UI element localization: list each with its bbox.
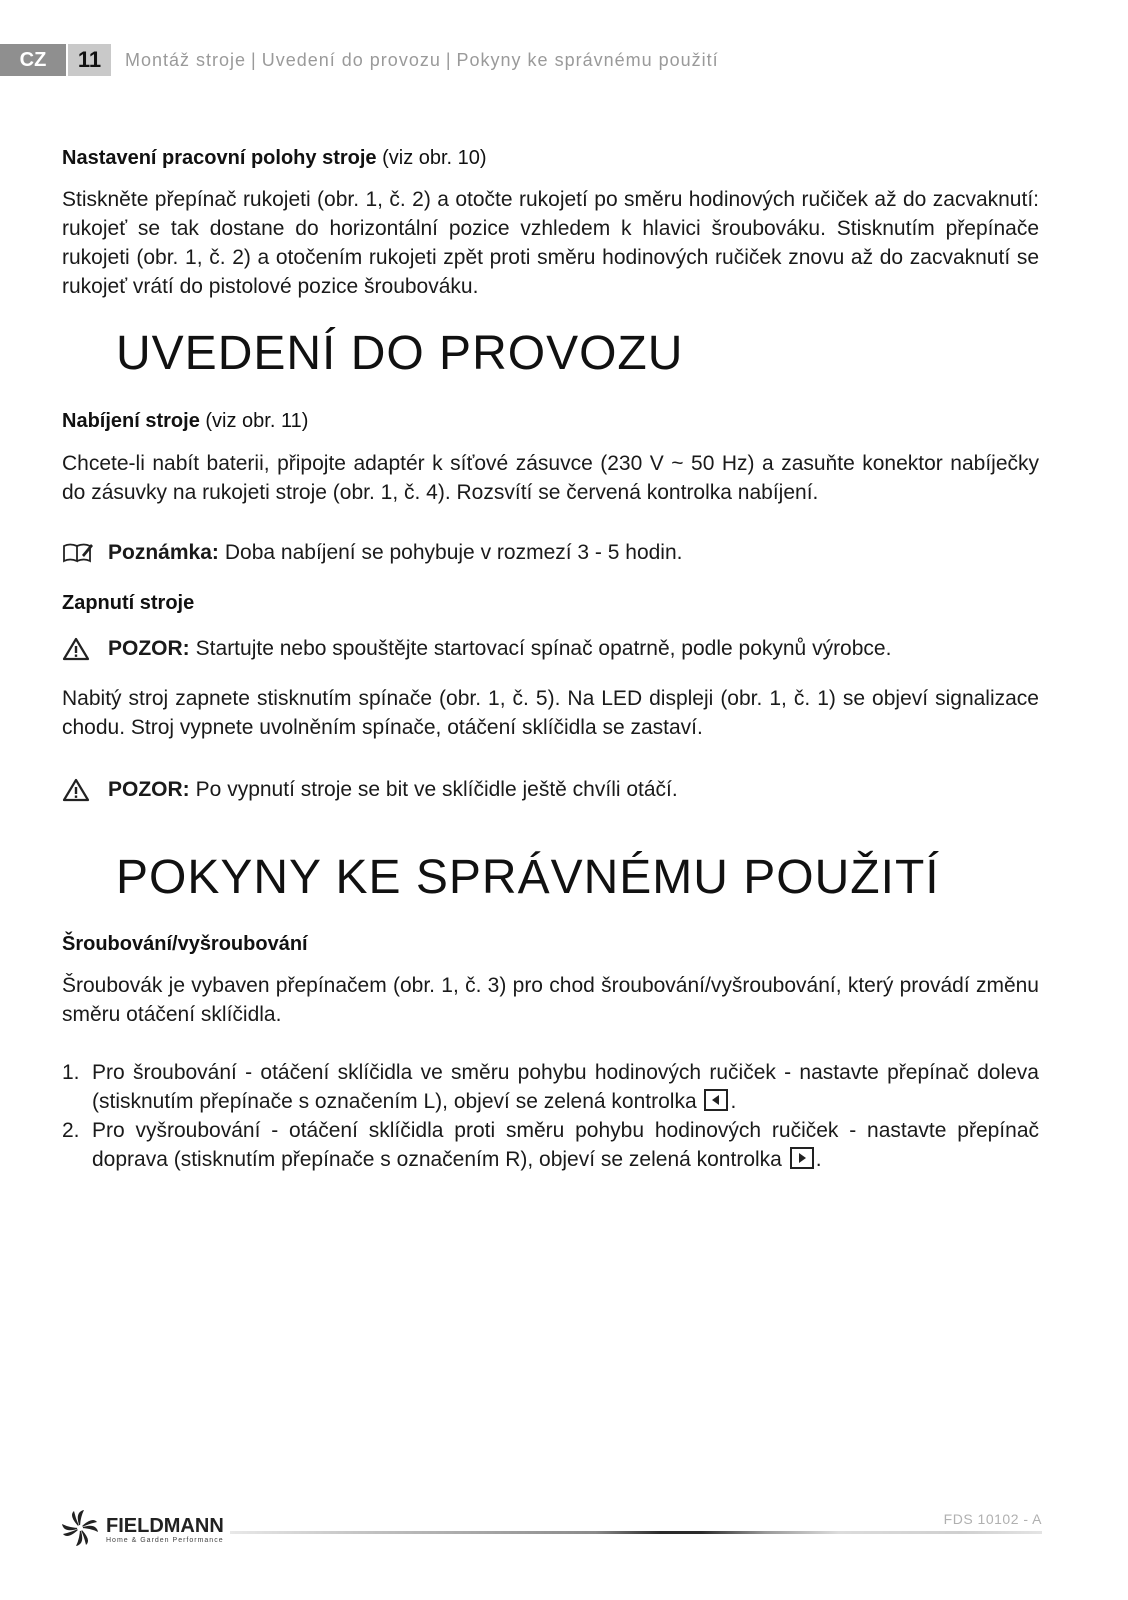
document-code: FDS 10102 - A	[943, 1511, 1042, 1527]
usage-title: POKYNY KE SPRÁVNÉMU POUŽITÍ	[116, 851, 940, 904]
footer-divider	[230, 1531, 1042, 1534]
page-header	[0, 44, 719, 76]
warning-label: POZOR:	[108, 778, 190, 801]
language-badge: CZ	[0, 44, 66, 76]
breadcrumb-separator: |	[251, 49, 257, 70]
warning-text: Startujte nebo spouštějte startovací spínač opatrně, podle pokynů výrobce.	[195, 637, 892, 660]
warning-block-1	[62, 634, 1039, 663]
breadcrumb-item: Pokyny ke správnému použití	[456, 49, 719, 70]
position-paragraph: Stiskněte přepínač rukojeti (obr. 1, č. 2) a otočte rukojetí po směru hodinových ručiček až do zacvaknutí: rukojeť se tak dostane do horizontální pozice vzhledem k hlavici šroubováku. Stisknutím přepínače rukojeti (obr. 1, č. 2) a otočením rukojeti zpět proti směru hodinových ručiček znovu až do zacvaknutí se rukojeť vrátí do pistolové pozice šroubováku.	[62, 188, 1039, 298]
switch-on-subheading: Zapnutí stroje	[62, 592, 195, 614]
list-item	[62, 1058, 1039, 1116]
position-subheading-ref: (viz obr. 10)	[382, 147, 487, 169]
screw-subheading: Šroubování/vyšroubování	[62, 933, 308, 955]
operation-title: UVEDENÍ DO PROVOZU	[116, 327, 684, 380]
position-subheading-text: Nastavení pracovní polohy stroje	[62, 147, 377, 169]
brand-logo	[60, 1508, 224, 1553]
switch-on-paragraph: Nabitý stroj zapnete stisknutím spínače (obr. 1, č. 5). Na LED displeji (obr. 1, č. 1) se objeví signalizace chodu. Stroj vypnete uvolněním spínače, otáčení sklíčidla se zastaví.	[62, 687, 1039, 739]
charging-paragraph: Chcete-li nabít baterii, připojte adaptér k síťové zásuvce (230 V ~ 50 Hz) a zasuňte konektor nabíječky do zásuvky na rukojeti stroje (obr. 1, č. 4). Rozsvítí se červená kontrolka nabíjení.	[62, 452, 1039, 504]
breadcrumb-item: Montáž stroje	[125, 49, 247, 70]
brand-wordmark	[106, 1516, 224, 1545]
screw-paragraph: Šroubovák je vybaven přepínačem (obr. 1, č. 3) pro chod šroubování/vyšroubování, který provádí změnu směru otáčení sklíčidla.	[62, 974, 1039, 1026]
left-arrow-box-icon	[704, 1089, 728, 1111]
warning-text: Po vypnutí stroje se bit ve sklíčidle ještě chvíli otáčí.	[195, 778, 678, 801]
note-label: Poznámka:	[108, 541, 219, 564]
list-item	[62, 1116, 1039, 1174]
list-item-number: 1.	[62, 1061, 80, 1084]
charging-subheading	[62, 410, 308, 433]
right-arrow-box-icon	[790, 1147, 814, 1169]
list-item-number: 2.	[62, 1119, 80, 1142]
warning-block-2	[62, 775, 1039, 804]
list-item-text	[92, 1116, 1039, 1174]
breadcrumb	[125, 50, 719, 71]
breadcrumb-separator: |	[445, 49, 452, 70]
warning-triangle-icon	[62, 636, 94, 662]
note-text: Doba nabíjení se pohybuje v rozmezí 3 - 5 hodin.	[224, 541, 683, 564]
list-item-body: Pro vyšroubování - otáčení sklíčidla proti směru pohybu hodinových ručiček - nastavte přepínač doprava (stisknutím přepínače s označením R), objeví se zelená kontrolka	[92, 1119, 1039, 1171]
warning-triangle-icon	[62, 777, 94, 803]
list-item-text	[92, 1058, 1039, 1116]
warning-label: POZOR:	[108, 637, 190, 660]
book-note-icon	[62, 540, 94, 566]
charging-subheading-text: Nabíjení stroje	[62, 410, 200, 432]
fan-logo-icon	[60, 1508, 100, 1553]
brand-tagline: Home & Garden Performance	[106, 1537, 224, 1544]
charging-subheading-ref: (viz obr. 11)	[205, 410, 309, 432]
list-item-body: Pro šroubování - otáčení sklíčidla ve směru pohybu hodinových ručiček - nastavte přepínač doleva (stisknutím přepínače s označením L), objeví se zelená kontrolka	[92, 1061, 1039, 1113]
page-number: 11	[68, 44, 111, 76]
breadcrumb-item: Uvedení do provozu	[261, 49, 441, 70]
direction-list	[62, 1058, 1039, 1174]
brand-name: FIELDMANN	[106, 1515, 224, 1537]
list-item-end: .	[730, 1090, 737, 1113]
list-item-end: .	[815, 1148, 822, 1171]
position-subheading	[62, 147, 487, 170]
note-block	[62, 538, 1039, 567]
